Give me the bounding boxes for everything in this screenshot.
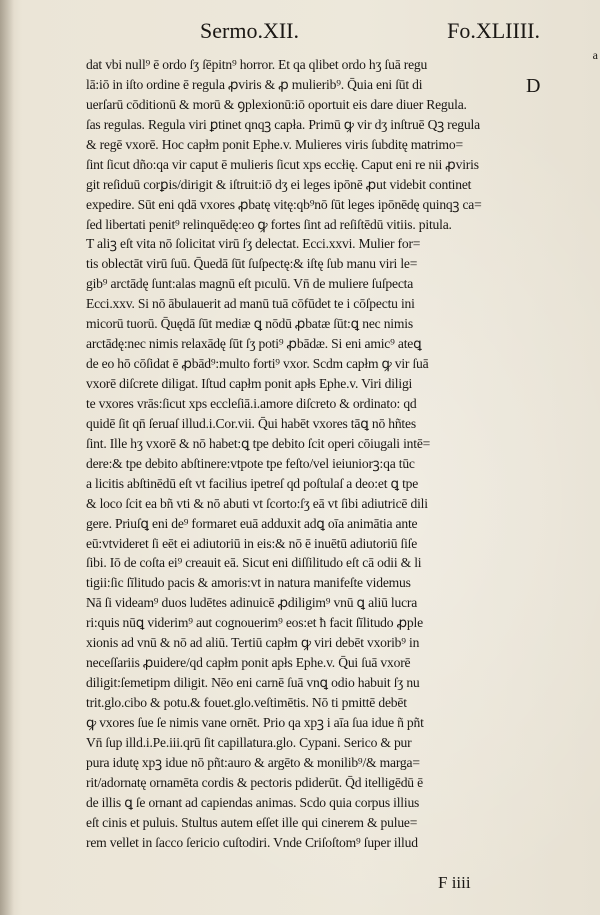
text-line: pura idutę xpꝫ idue nō pñt:auro & argēto & monilib⁹/& marga= xyxy=(86,754,420,770)
text-line: gere. Priuſꝗ eni de⁹ formaret euā adduxit adꝗ oīa animātia ante xyxy=(86,515,418,531)
text-line: ri:quis nūꝗ viderim⁹ aut cognouerim⁹ eos:et ħ facit ſīlitudo ꝓple xyxy=(86,615,423,631)
text-line: dat vbi null⁹ ē ordo ſʒ ſēpitn⁹ horror. Et qa qlibet ordo hʒ ſuā regu xyxy=(86,57,428,72)
text-line: dere:& tpe debito abſtinere:vtpote tpe feſto/vel ieiuniorꝫ:qa tūc xyxy=(86,455,415,471)
text-line: ſint. Ille hʒ vxorē & nō habet:ꝗ tpe debito ſcit operi cōiugali intē= xyxy=(86,435,431,451)
running-title: Sermo.XII. xyxy=(200,18,299,43)
text-line: neceſſariis ꝓuidere/qd capłm ponit apłs Ephe.v. Q̄ui ſuā vxorē xyxy=(86,655,411,671)
text-line: Vn̄ ſup illd.i.Pe.iii.qrū ſit capillatura.glo. Cypani. Serico & pur xyxy=(86,734,412,750)
text-line: & loco ſcit ea bñ vti & nō abuti vt ſcorto:ſʒ eā vt ſibi adiutricē dili xyxy=(86,495,428,511)
text-line: diligit:ſemetipm diligit. Nēo eni carnē ſuā vnꝗ odio habuit ſʒ nu xyxy=(86,675,420,691)
text-line: uerſarū cōditionū & morū & ꝯplexionū:iō oportuit eis dare diuer Regula. xyxy=(86,96,467,112)
signature-mark: F iiii xyxy=(438,873,471,892)
text-line: quidē ſit qn̄ ſeruaſ illud.i.Cor.vii. Q̄ui habēt vxores tāꝗ nō hñtes xyxy=(86,415,416,431)
text-line: arctādę:nec nimis relaxādę ſūt ſʒ poti⁹ ꝓbādæ. Si eni amic⁹ ateꝗ xyxy=(86,336,422,352)
margin-initial: D xyxy=(526,75,541,97)
text-line: ꝙ vxores ſue ſe nimis vane ornēt. Prio qa xpꝫ i aīa ſua idue ñ pñt xyxy=(86,714,424,730)
text-line: de illis ꝗ ſe ornant ad capiendas animas. Scdo quia corpus illius xyxy=(86,794,420,810)
margin-mark: a xyxy=(592,48,598,62)
gutter-shadow xyxy=(0,0,14,915)
text-line: rit/adornatę ornamēta cordis & pectoris pdiderūt. Q̄d itelligēdū ē xyxy=(86,774,423,790)
text-line: ſibi. Iō de coſta ei⁹ creauit eā. Sicut eni diſſilitudo eſt cā odii & li xyxy=(86,555,422,571)
text-block xyxy=(86,55,542,853)
text-line: eū:vtvideret ſi eēt ei adiutoriū in eis:& nō ē inuētū adiutoriū ſiſe xyxy=(86,535,418,551)
text-line: a licitis abſtinēdū eſt vt facilius ipetreſ qd poſtulaſ a deo:et ꝗ tpe xyxy=(86,475,419,491)
text-line: tigii:ſic ſīlitudo pacis & amoris:vt in natura manifeſte videmus xyxy=(86,575,411,591)
text-line: de eo hō cōſidat ē ꝓbād⁹:multo forti⁹ vxor. Scdm capłm ꝙ vir ſuā xyxy=(86,356,429,372)
page-header xyxy=(200,18,540,48)
text-line: ſed libertati penit⁹ relinquēdę:eo ꝙ fortes ſint ad reſiſtēdū vitiis. pitula. xyxy=(86,216,452,232)
text-line: trit.glo.cibo & potu.& fouet.glo.veſtimētis. Nō ti pmittē debēt xyxy=(86,695,407,710)
text-line: expedire. Sūt eni qdā vxores ꝓbatę vitę:qb⁹nō ſūt leges ipōnēdę quinqꝫ ca= xyxy=(86,196,482,212)
folio-number: Fo.XLIIII. xyxy=(447,18,540,43)
text-line: tis oblectāt virū ſuū. Q̄uedā ſūt ſuſpectę:& iſtę ſub manu viri le= xyxy=(86,256,418,272)
text-line: micorū tuorū. Q̄uędā ſūt mediæ ꝗ nōdū ꝓbatæ ſūt:ꝗ nec nimis xyxy=(86,316,413,332)
text-line: Nā ſi videam⁹ duos ludētes adinuicē ꝓdiligim⁹ vnū ꝗ aliū lucra xyxy=(86,595,418,611)
text-line: & regē vxorē. Hoc capłm ponit Ephe.v. Mulieres viris ſubditę matrimo= xyxy=(86,136,463,152)
text-line: rem vellet in ſacco ſericio cuſtodiri. Vnde Criſoſtom⁹ ſuper illud xyxy=(86,834,418,850)
text-line: xionis ad vnū & nō ad aliū. Tertiū capłm ꝙ viri debēt vxorib⁹ in xyxy=(86,635,420,651)
text-line: lā:iō in iſto ordine ē regula ꝓviris & ꝓ mulierib⁹. Q̄uia eni ſūt di xyxy=(86,76,423,92)
text-line: te vxores vrās:ſicut xps eccleſiā.i.amore diſcreto & ordinato: qd xyxy=(86,395,417,411)
text-line: T aliꝫ eſt vita nō ſolicitat virū ſʒ delectat. Ecci.xxvi. Mulier for= xyxy=(86,236,421,252)
text-line: vxorē diſcrete diligat. Iſtud capłm ponit apłs Ephe.v. Viri diligi xyxy=(86,376,413,391)
text-line: ſint ſicut dño:qa vir caput ē mulieris ſicut xps eccłię. Caput eni re nii ꝓviris xyxy=(86,156,479,172)
text-line: git reſiduū corꝑis/dirigit & iſtruit:iō dʒ ei leges ipōnē ꝓut videbit continet xyxy=(86,176,472,192)
text-line: eſt cinis et puluis. Stultus autem eſſet ille qui cinerem & pulue= xyxy=(86,814,418,830)
text-line: gib⁹ arctādę ſunt:alas magnū eſt pıculū. Vn̄ de muliere ſuſpecta xyxy=(86,276,414,292)
text-line: ſas regulas. Regula viri ꝑtinet qnqꝫ capła. Primū ꝙ vir dʒ inſtruē Qꝫ regula xyxy=(86,116,480,132)
text-line: Ecci.xxv. Si nō ābulauerit ad manū tuā cōfūdet te i cōſpectu ini xyxy=(86,296,415,312)
